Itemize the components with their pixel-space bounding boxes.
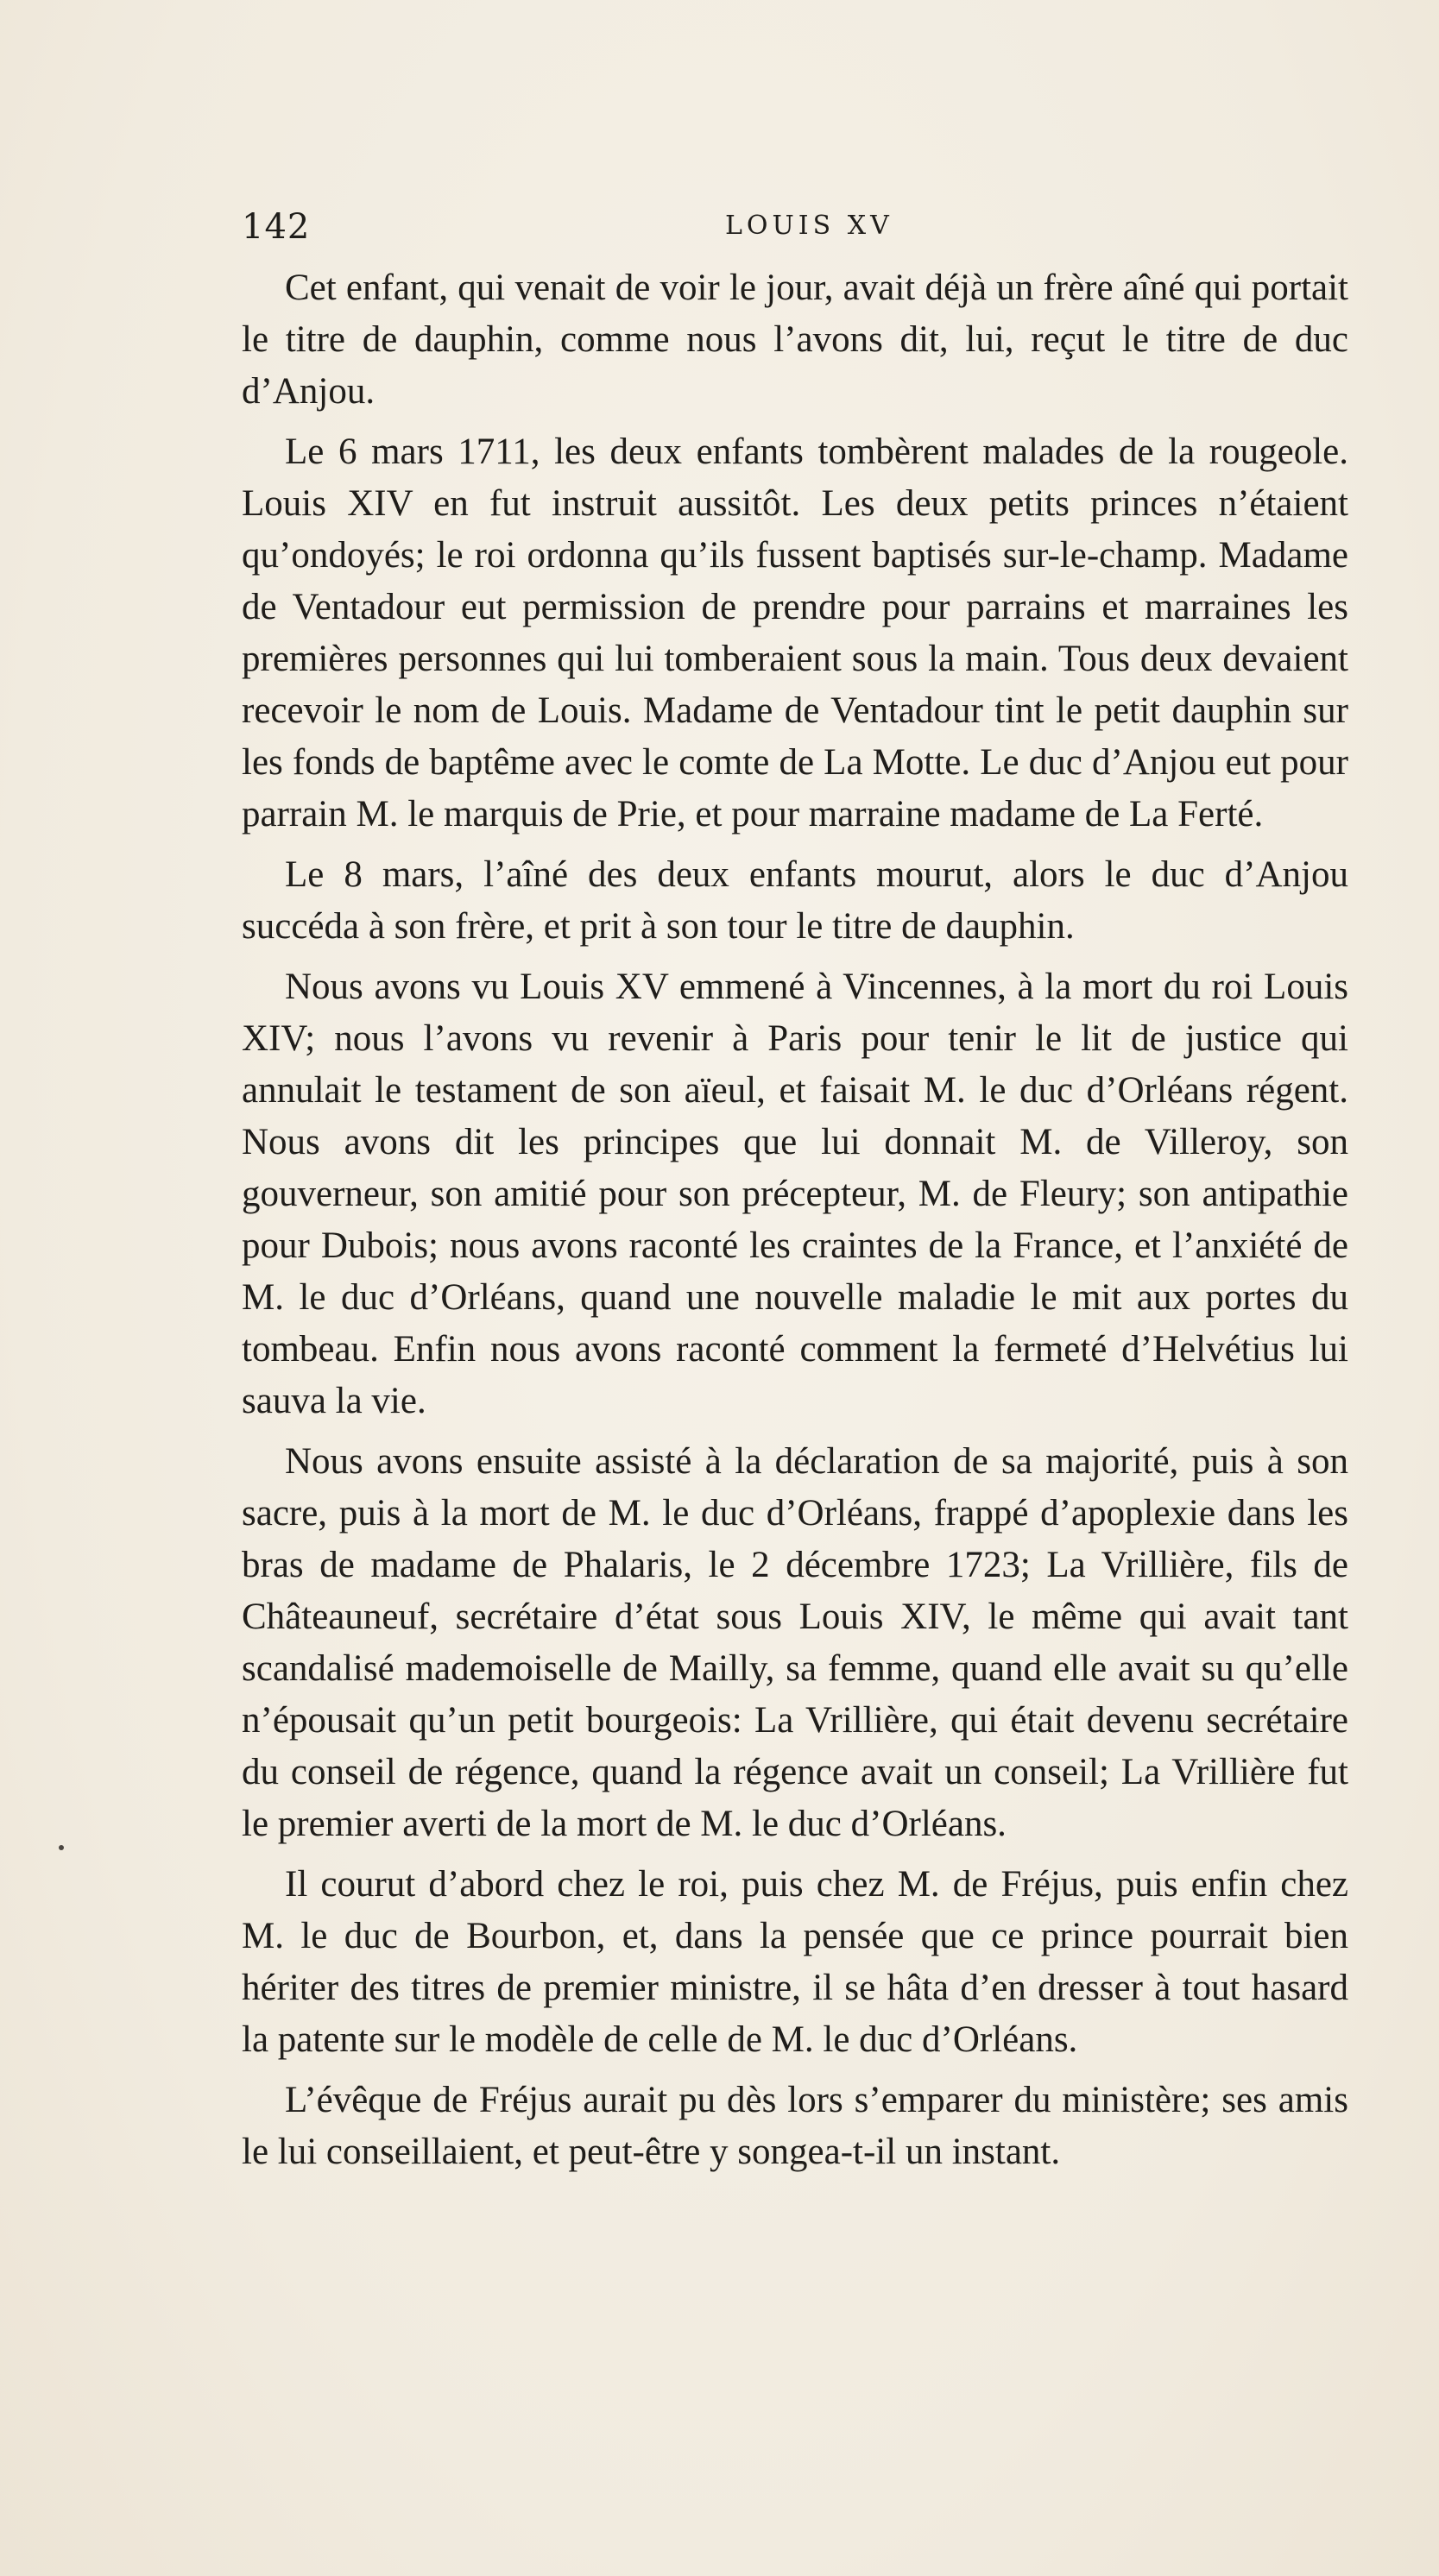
- page-number: 142: [242, 207, 311, 247]
- body-text: [242, 262, 1348, 2187]
- paragraph: Le 8 mars, l’aîné des deux enfants mourut, alors le duc d’Anjou succéda à son frère, et prit à son tour le titre de dauphin.: [242, 854, 1348, 947]
- paragraph: Cet enfant, qui venait de voir le jour, avait déjà un frère aîné qui portait le titre de dauphin, comme nous l’avons dit, lui, reçut le titre de duc d’Anjou.: [242, 268, 1348, 412]
- paragraph: Nous avons ensuite assisté à la déclaration de sa majorité, puis à son sacre, puis à la mort de M. le duc d’Orléans, frappé d’apoplexie dans les bras de madame de Phalaris, le 2 décembre 1723; La Vrillière, fils de Châteauneuf, secrétaire d’état sous Louis XIV, le même qui avait tant scandalisé mademoiselle de Mailly, sa femme, quand elle avait su qu’elle n’épousait qu’un petit bourgeois: La Vrillière, qui était devenu secrétaire du conseil de régence, quand la régence avait un conseil; La Vrillière fut le premier averti de la mort de M. le duc d’Orléans.: [242, 1441, 1348, 1844]
- ink-speck: [59, 1845, 64, 1850]
- paragraph: Nous avons vu Louis XV emmené à Vincennes, à la mort du roi Louis XIV; nous l’avons vu revenir à Paris pour tenir le lit de justice qui annulait le testament de son aïeul, et faisait M. le duc d’Orléans régent. Nous avons dit les principes que lui donnait M. de Villeroy, son gouverneur, son amitié pour son précepteur, M. de Fleury; son antipathie pour Dubois; nous avons raconté les craintes de la France, et l’anxiété de M. le duc d’Orléans, quand une nouvelle maladie le mit aux portes du tombeau. Enfin nous avons raconté comment la fermeté d’Helvétius lui sauva la vie.: [242, 967, 1348, 1421]
- paragraph: L’évêque de Fréjus aurait pu dès lors s’emparer du ministère; ses amis le lui conseillaient, et peut-être y songea-t-il un instant.: [242, 2080, 1348, 2172]
- running-title: LOUIS XV: [725, 211, 893, 241]
- running-head: [242, 207, 1347, 259]
- paragraph: Le 6 mars 1711, les deux enfants tombèrent malades de la rougeole. Louis XIV en fut instruit aussitôt. Les deux petits princes n’étaient qu’ondoyés; le roi ordonna qu’ils fussent baptisés sur-le-champ. Madame de Ventadour eut permission de prendre pour parrains et marraines les premières personnes qui lui tomberaient sous la main. Tous deux devaient recevoir le nom de Louis. Madame de Ventadour tint le petit dauphin sur les fonds de baptême avec le comte de La Motte. Le duc d’Anjou eut pour parrain M. le marquis de Prie, et pour marraine madame de La Ferté.: [242, 431, 1348, 835]
- paragraph: Il courut d’abord chez le roi, puis chez M. de Fréjus, puis enfin chez M. le duc de Bourbon, et, dans la pensée que ce prince pourrait bien hériter des titres de premier ministre, il se hâta d’en dresser à tout hasard la patente sur le modèle de celle de M. le duc d’Orléans.: [242, 1864, 1348, 2060]
